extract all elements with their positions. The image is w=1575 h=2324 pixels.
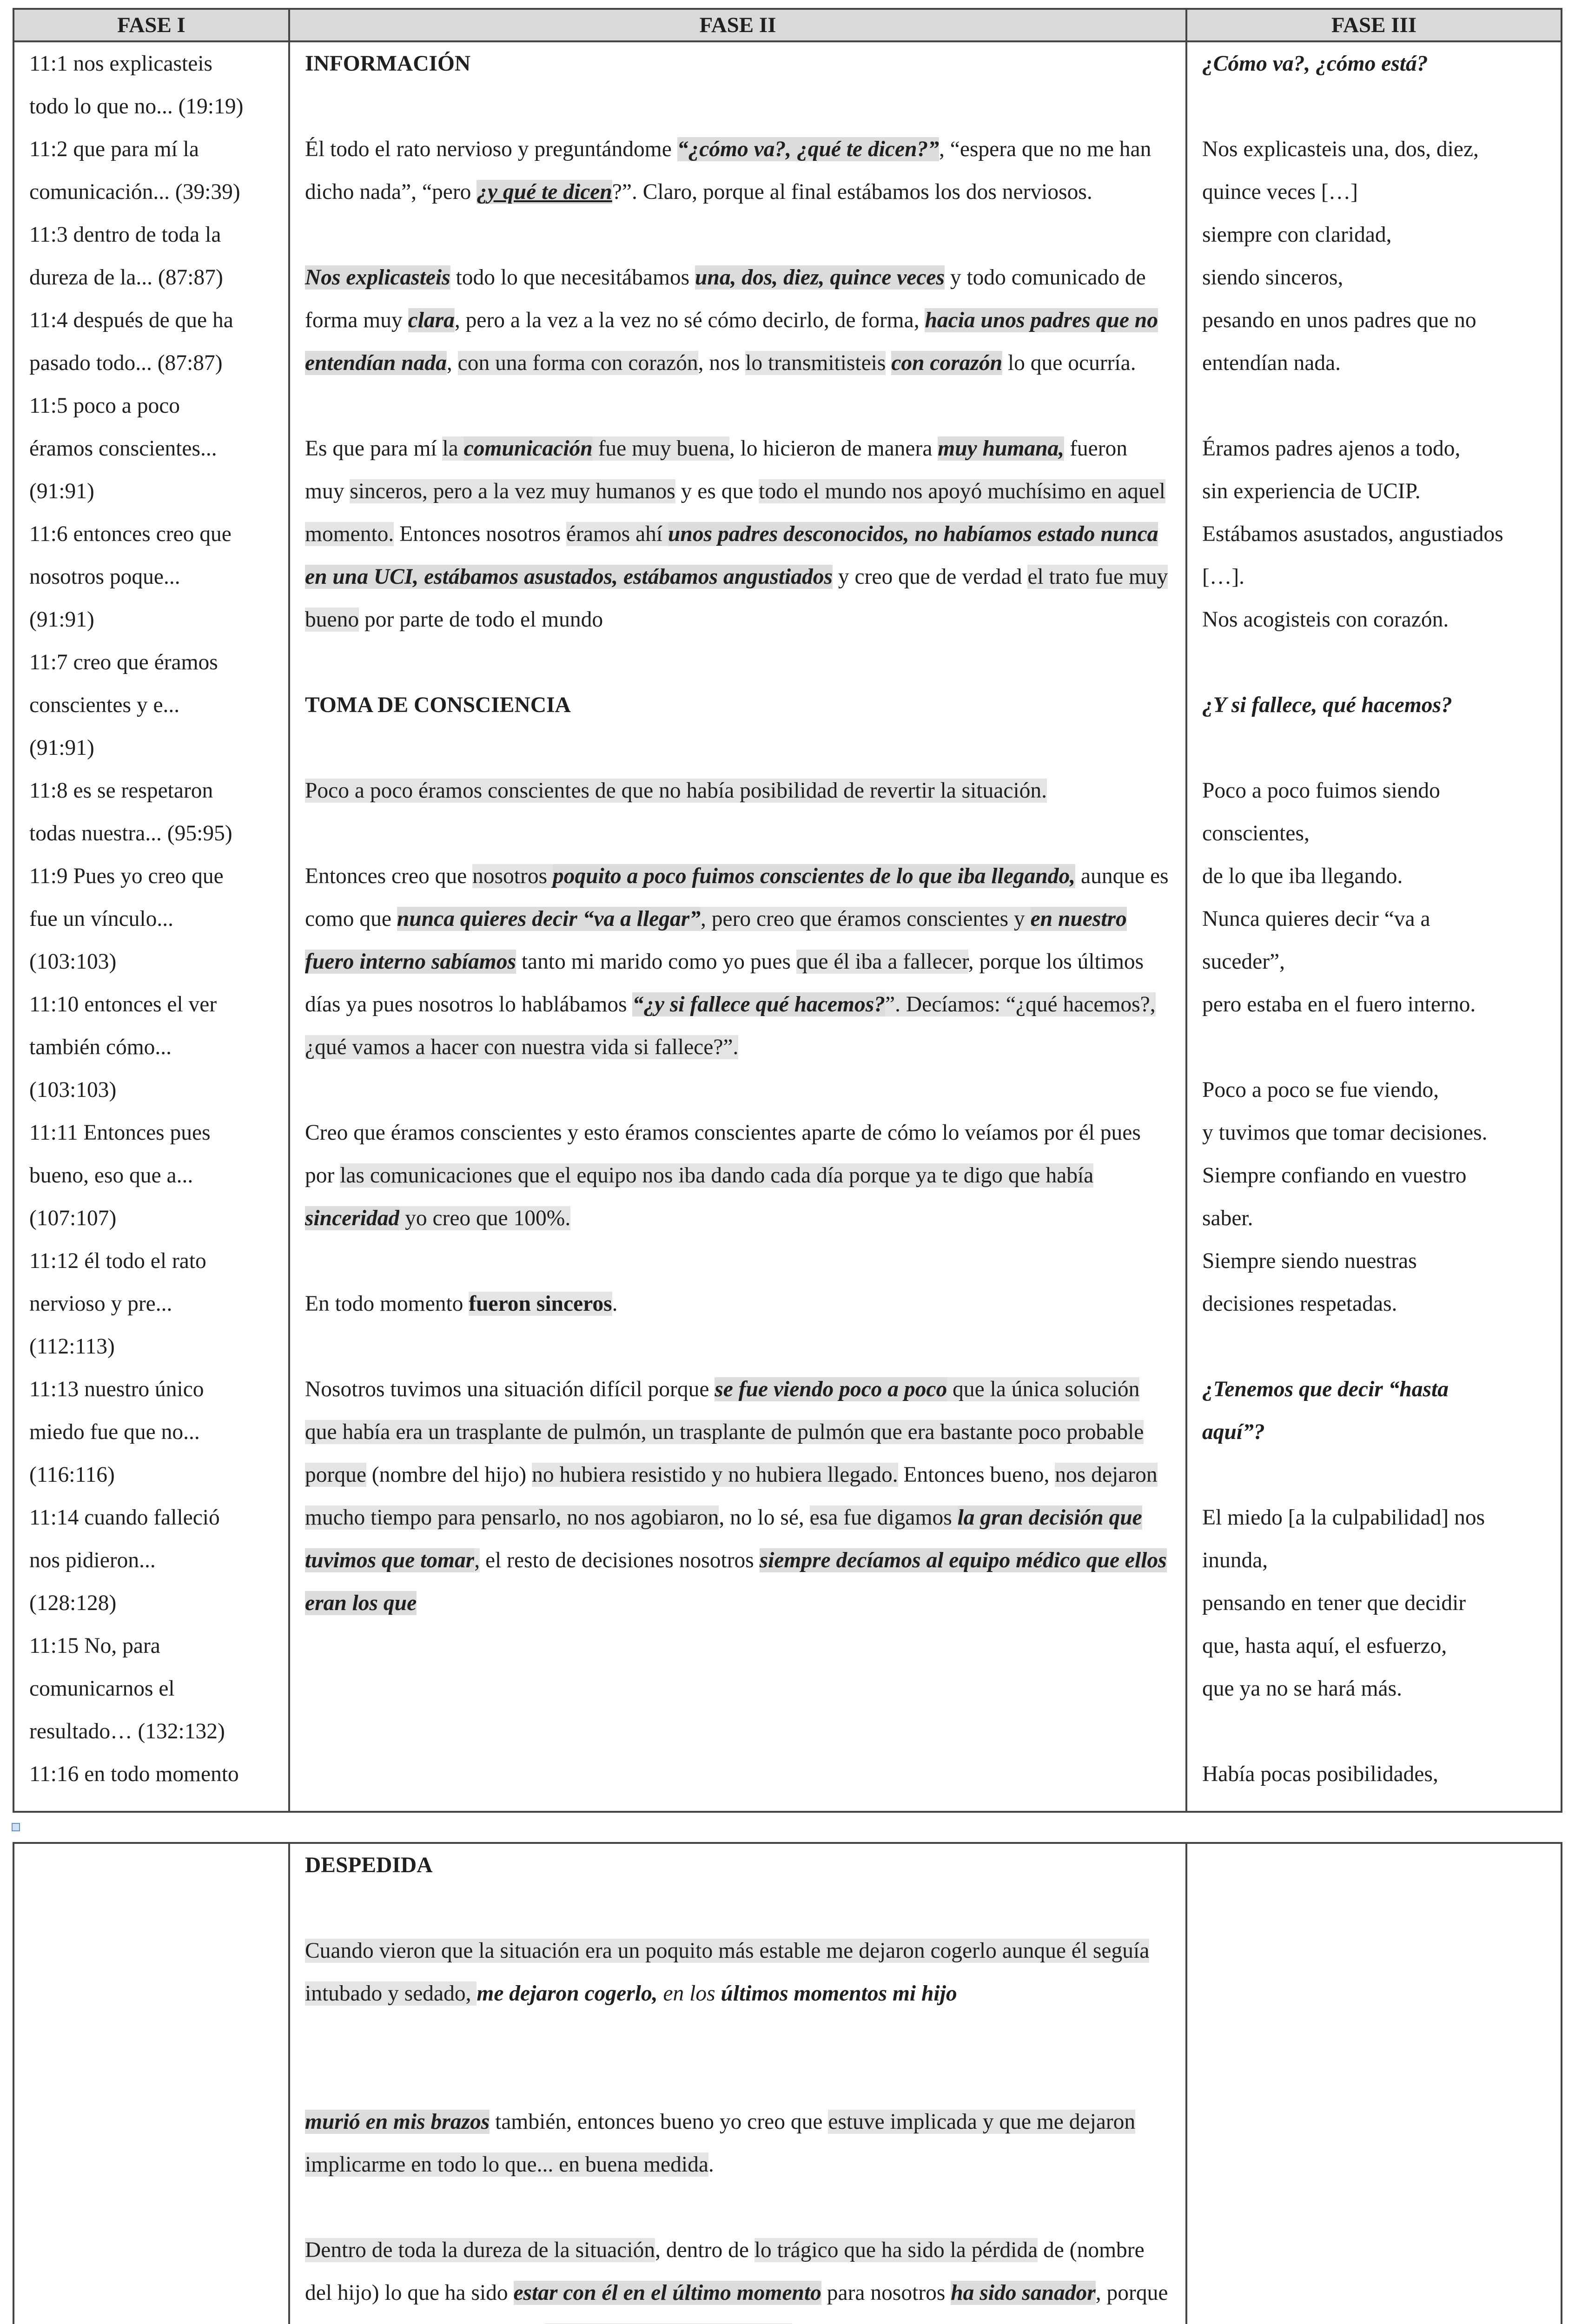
code-reference-line: 11:7 creo que éramos [29,650,218,674]
synthesis-line [1202,1325,1546,1368]
code-reference-line: (91:91) [29,607,94,632]
body-row [13,41,1562,1812]
synthesis-line [1202,1453,1546,1496]
code-reference-line: (128:128) [29,1591,117,1615]
paragraph: Poco a poco éramos conscientes de que no había posibilidad de revertir la situación. [305,779,1047,803]
code-reference-line: 11:8 es se respetaron [29,779,213,803]
fase-1-cell [13,41,289,1812]
empty-cell-right [1186,1843,1562,2324]
synthesis-line: inunda, [1202,1548,1268,1572]
code-reference-line: dureza de la... (87:87) [29,265,223,290]
synthesis-line: aquí”? [1202,1420,1265,1444]
synthesis-line: decisiones respetadas. [1202,1292,1397,1316]
header-fase-2: FASE II [289,9,1186,41]
synthesis-line: ¿Tenemos que decir “hasta [1202,1377,1449,1401]
code-reference-line: (112:113) [29,1334,115,1359]
synthesis-line: Nunca quieres decir “va a [1202,907,1430,931]
synthesis-line: suceder”, [1202,950,1285,974]
synthesis-line: ¿Cómo va?, ¿cómo está? [1202,52,1428,76]
synthesis-line: […]. [1202,565,1245,589]
paragraph: Nos explicasteis todo lo que necesitábamos una, dos, diez, quince veces y todo comunicado de forma muy clara, pero a la vez a la vez no sé cómo decirlo, de forma, hacia unos padres que no entendían nada, con una forma con corazón, nos lo transmitisteis con corazón lo que ocurría. [305,265,1158,375]
code-reference-line: nervioso y pre... [29,1292,172,1316]
despedida-cell [289,1843,1186,2324]
code-reference-line: éramos conscientes... [29,436,217,461]
code-reference-line: 11:13 nuestro único [29,1377,204,1401]
code-reference-line: nosotros poque... [29,565,180,589]
synthesis-line: saber. [1202,1206,1253,1230]
fase-2-cell [289,41,1186,1812]
synthesis-line: pensando en tener que decidir [1202,1591,1466,1615]
code-reference-line: resultado… (132:132) [29,1719,225,1743]
paragraph: murió en mis brazos también, entonces bueno yo creo que estuve implicada y que me dejaron implicarme en todo lo que... en buena medida. [305,2110,1136,2177]
header-fase-3: FASE III [1186,9,1562,41]
synthesis-line: Siempre confiando en vuestro [1202,1163,1467,1188]
coding-table [13,8,1562,1813]
paragraph: Cuando vieron que la situación era un poquito más estable me dejaron cogerlo aunque él seguía intubado y sedado, me dejaron cogerlo, en los últimos momentos mi hijo [305,1939,1150,2006]
synthesis-line: quince veces […] [1202,180,1358,204]
code-reference-line: 11:1 nos explicasteis [29,52,213,76]
code-reference-line: también cómo... [29,1035,172,1059]
synthesis-line: Poco a poco se fue viendo, [1202,1078,1439,1102]
despedida-table [13,1842,1562,2324]
synthesis-line: de lo que iba llegando. [1202,864,1403,888]
code-reference-line: 11:3 dentro de toda la [29,223,221,247]
code-reference-line: 11:16 en todo momento [29,1762,239,1786]
code-reference-line: 11:9 Pues yo creo que [29,864,224,888]
synthesis-line: Estábamos asustados, angustiados [1202,522,1503,546]
section-heading-informacion: INFORMACIÓN [305,52,471,76]
synthesis-line [1202,384,1546,427]
synthesis-line: entendían nada. [1202,351,1341,375]
synthesis-line: Había pocas posibilidades, [1202,1762,1438,1786]
section-heading-despedida: DESPEDIDA [305,1853,433,1877]
code-reference-line: fue un vínculo... [29,907,174,931]
code-reference-line: 11:12 él todo el rato [29,1249,206,1273]
code-reference-line: todo lo que no... (19:19) [29,94,244,119]
synthesis-line: y tuvimos que tomar decisiones. [1202,1121,1488,1145]
header-fase-1: FASE I [13,9,289,41]
synthesis-line: sin experiencia de UCIP. [1202,479,1421,503]
paragraph: Él todo el rato nervioso y preguntándome “¿cómo va?, ¿qué te dicen?”, “espera que no me han dicho nada”, “pero ¿y qué te dicen?”. Claro, porque al final estábamos los dos nerviosos. [305,137,1151,204]
synthesis-line [1202,641,1546,684]
synthesis-line: conscientes, [1202,821,1310,845]
code-reference-line: (116:116) [29,1463,115,1487]
code-reference-line: todas nuestra... (95:95) [29,821,232,845]
code-reference-line: comunicación... (39:39) [29,180,240,204]
synthesis-line: que, hasta aquí, el esfuerzo, [1202,1634,1447,1658]
code-reference-line: comunicarnos el [29,1677,175,1701]
code-reference-line: 11:10 entonces el ver [29,992,217,1017]
code-reference-line: 11:5 poco a poco [29,394,180,418]
synthesis-line: Poco a poco fuimos siendo [1202,779,1440,803]
paragraph: Dentro de toda la dureza de la situación, dentro de lo trágico que ha sido la pérdida de (nombre del hijo) lo que ha sido estar con él en el último momento para nosotros ha sido sanador, porque [305,2229,1171,2324]
synthesis-line: siempre con claridad, [1202,223,1392,247]
code-reference-line: (103:103) [29,950,117,974]
synthesis-line [1202,1710,1546,1753]
despedida-row [13,1843,1562,2324]
code-reference-line: 11:15 No, para [29,1634,160,1658]
code-reference-line: (91:91) [29,736,94,760]
code-reference-line: pasado todo... (87:87) [29,351,223,375]
code-reference-line: (107:107) [29,1206,117,1230]
fase-3-cell [1186,41,1562,1812]
synthesis-line: ¿Y si fallece, qué hacemos? [1202,693,1452,717]
synthesis-line: El miedo [a la culpabilidad] nos [1202,1505,1485,1530]
code-reference-line: 11:4 después de que ha [29,308,233,332]
synthesis-line: pesando en unos padres que no [1202,308,1476,332]
code-reference-line: 11:2 que para mí la [29,137,199,161]
synthesis-line [1202,1026,1546,1069]
synthesis-line [1202,726,1546,769]
code-reference-line: (91:91) [29,479,94,503]
synthesis-line: Nos acogisteis con corazón. [1202,607,1449,632]
code-reference-line: bueno, eso que a... [29,1163,193,1188]
paragraph: Entonces creo que nosotros poquito a poco fuimos conscientes de lo que iba llegando, aunque es como que nunca quieres decir “va a llegar”, pero creo que éramos conscientes y en nuestro fuero interno sabíamos tanto mi marido como yo pues que él iba a fallecer, porque los últimos días ya pues nosotros lo hablábamos “¿y si fallece qué hacemos?”. Decíamos: “¿qué hacemos?, ¿qué vamos a hacer con nuestra vida si fallece?”. [305,864,1169,1059]
synthesis-line: Éramos padres ajenos a todo, [1202,436,1461,461]
paragraph: Es que para mí la comunicación fue muy buena, lo hicieron de manera muy humana, fueron muy sinceros, pero a la vez muy humanos y es que todo el mundo nos apoyó muchísimo en aquel momento. Entonces nosotros éramos ahí unos padres desconocidos, no habíamos estado nunca en una UCI, estábamos asustados, estábamos angustiados y creo que de verdad el trato fue muy bueno por parte de todo el mundo [305,436,1168,632]
synthesis-line: siendo sinceros, [1202,265,1343,290]
synthesis-line: Nos explicasteis una, dos, diez, [1202,137,1479,161]
empty-cell-left [13,1843,289,2324]
code-reference-line: nos pidieron... [29,1548,156,1572]
synthesis-line: pero estaba en el fuero interno. [1202,992,1476,1017]
code-reference-line: (103:103) [29,1078,117,1102]
section-heading-toma-de-consciencia: TOMA DE CONSCIENCIA [305,693,571,717]
paragraph: Nosotros tuvimos una situación difícil porque se fue viendo poco a poco que la única solución que había era un trasplante de pulmón, un trasplante de pulmón que era bastante poco probable porque (nombre del hijo) no hubiera resistido y no hubiera llegado. Entonces bueno, nos dejaron mucho tiempo para pensarlo, no nos agobiaron, no lo sé, esa fue digamos la gran decisión que tuvimos que tomar, el resto de decisiones nosotros siempre decíamos al equipo médico que ellos eran los que [305,1377,1167,1615]
header-row [13,9,1562,41]
synthesis-line: Siempre siendo nuestras [1202,1249,1417,1273]
code-reference-line: conscientes y e... [29,693,180,717]
paragraph: En todo momento fueron sinceros. [305,1292,618,1316]
table-anchor-icon [12,1823,20,1831]
code-reference-line: 11:6 entonces creo que [29,522,232,546]
code-reference-line: 11:14 cuando falleció [29,1505,220,1530]
paragraph: Creo que éramos conscientes y esto éramos conscientes aparte de cómo lo veíamos por él pues por las comunicaciones que el equipo nos iba dando cada día porque ya te digo que había sinceridad yo creo que 100%. [305,1121,1141,1230]
synthesis-line: que ya no se hará más. [1202,1677,1402,1701]
synthesis-line [1202,85,1546,128]
code-reference-line: miedo fue que no... [29,1420,200,1444]
code-reference-line: 11:11 Entonces pues [29,1121,211,1145]
